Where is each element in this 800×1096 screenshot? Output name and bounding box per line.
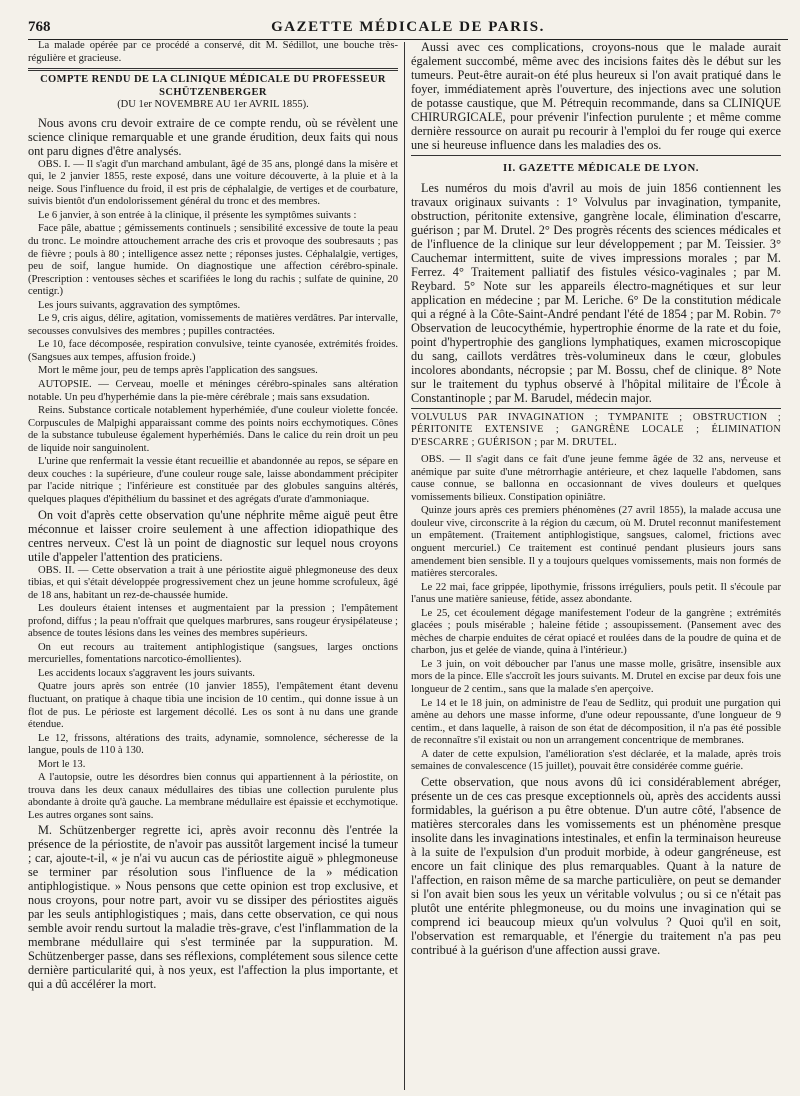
obs1-paragraph: Face pâle, abattue ; gémissements continuels ; sensibilité excessive de toute la peau du tronc. Le moindre attouchement arrache des cris et provoque des soubresauts ; pas de fièvre ; pouls à 80 ; intelligence assez nette ; réponses justes. Céphalalgie, vertiges, peu de soif, langue humide. On diagnostique une affection cérébro-spinale. (Prescription : ventouses sèches et scarifiées le long du rachis ; sulfate de quinine, 20 centigr.) bbox=[28, 223, 398, 298]
intro-paragraph: La malade opérée par ce procédé a conservé, dit M. Sédillot, une bouche très-régulière et gracieuse. bbox=[28, 40, 398, 64]
volvulus-obs-paragraph: Le 22 mai, face grippée, lipothymie, frissons irréguliers, pouls petit. Il s'écoule par l'anus une matière sanieuse, fétide, assez abondante. bbox=[411, 581, 781, 606]
volvulus-obs-paragraph: Le 14 et le 18 juin, on administre de l'eau de Sedlitz, qui produit une purgation qui amène au dehors une masse informe, d'une odeur repoussante, d'une longueur de 9 centim., et dans laquelle, à raison de son état de décomposition, il n'a pas été possible de reconnaître s'il existait ou non un arrangement concentrique de membranes. bbox=[411, 697, 781, 747]
obs2-paragraph: OBS. II. — Cette observation a trait à une périostite aiguë phlegmoneuse des deux tibias, et qui s'était développée progressivement chez un jeune homme scrofuleux, âgé de 18 ans, habitant un rez-de-chaussée humide. bbox=[28, 564, 398, 601]
volvulus-obs-paragraph: Le 3 juin, on voit déboucher par l'anus une masse molle, grisâtre, insensible aux mors de la pince. Elle s'accroît les jours suivants. M. Drutel en excise par deux fois une longueur de 2 centim., sans que la malade s'en aperçoive. bbox=[411, 658, 781, 696]
journal-title: GAZETTE MÉDICALE DE PARIS. bbox=[271, 19, 545, 35]
obs1-paragraph: Les jours suivants, aggravation des symptômes. bbox=[38, 299, 241, 311]
obs1-paragraph: Le 9, cris aigus, délire, agitation, vomissements de matières verdâtres. Par intervalle, secousses convulsives des membres ; pupilles contractées. bbox=[28, 313, 398, 337]
reins-paragraph: Reins. Substance corticale notablement hyperhémiée, d'une couleur violette foncée. Corpuscules de Malpighi apparaissant comme des points noirs ecchymotiques. Cônes de la substance tubuleuse également hyperhémiés. Dans le calice du rein droit un peu de liquide noir sanguinolent. bbox=[28, 405, 398, 454]
volvulus-obs-paragraph: A dater de cette expulsion, l'amélioration s'est déclarée, et la malade, après trois semaines de convalescence (15 juillet), pouvait être considérée comme guérie. bbox=[411, 748, 781, 773]
volvulus-title: VOLVULUS PAR INVAGINATION ; TYMPANITE ; OBSTRUCTION ; PÉRITONITE EXTENSIVE ; GANGRÈNE LOCALE ; ÉLIMINATION D'ESCARRE ; GUÉRISON ; par M. DRUTEL. bbox=[411, 411, 781, 448]
obs1-paragraph: OBS. I. — Il s'agit d'un marchand ambulant, âgé de 35 ans, plongé dans la misère et qui, le 2 janvier 1855, reste exposé, dans une voiture découverte, à la pluie et à la neige. Sous l'influence du froid, il est pris de céphalalgie, de vertiges et de courbature, suivis bientôt d'un endolorissement général du tronc et des membres. bbox=[28, 158, 398, 208]
commentary-paragraph: On voit d'après cette observation qu'une néphrite même aiguë peut être méconnue et laisser croire seulement à une affection idiopathique des centres nerveux. C'est là un point de diagnostic sur lequel nous croyons utile d'appeler l'attention des praticiens. bbox=[28, 507, 398, 564]
lyon-section-heading: II. GAZETTE MÉDICALE DE LYON. bbox=[503, 162, 699, 174]
two-column-body bbox=[28, 40, 788, 1090]
right-column bbox=[405, 40, 781, 1090]
urine-paragraph: L'urine que renfermait la vessie étant recueillie et abandonnée au repos, se sépare en deux couches : la supérieure, d'une couleur rouge sale, laisse abondamment précipiter par l'acide nitrique ; l'inférieure est constituée par des globules sanguins altérés, quelques plaques d'épithélium du bassinet et des agrégats d'urate d'ammoniaque. bbox=[28, 456, 398, 505]
volvulus-obs-paragraph: OBS. — Il s'agit dans ce fait d'une jeune femme âgée de 32 ans, nerveuse et anémique par suite d'une métrorrhagie antérieure, et chez laquelle l'abdomen, sans cause connue, se ballonna en occasionnant de vives douleurs et quelques vomissements bilieux. Constipation opiniâtre. bbox=[411, 454, 781, 503]
obs1-paragraph: Le 10, face décomposée, respiration convulsive, teinte cyanosée, extrémités froides. (Sangsues aux tempes, affusion froide.) bbox=[28, 339, 398, 363]
page-header bbox=[28, 14, 788, 40]
commentary-paragraph: Aussi avec ces complications, croyons-nous que le malade aurait également succombé, même avec des incisions faites dès le début sur les tumeurs. Peut-être aurait-on été plus heureux si l'on avait pratiqué dans le foyer, immédiatement après l'ouverture, des injections avec une solution de potasse caustique, que M. Pétrequin recommande, dans sa CLINIQUE CHIRURGICALE, pour prévenir l'infection purulente ; et même comme dernière ressource on aurait pu recourir à l'emploi du fer rouge qui exerce une si heureuse influence dans les maladies des os. bbox=[411, 40, 781, 152]
page-number: 768 bbox=[28, 19, 51, 35]
obs2-paragraph: A l'autopsie, outre les désordres bien connus qui appartiennent à la périostite, on trouva dans les deux canaux médullaires des tibias une collection purulente plus abondante à droite qu'à gauche. La membrane médullaire est épaissie et ecchymotique. Les autres organes sont sains. bbox=[28, 772, 398, 821]
obs2-paragraph: Le 12, frissons, altérations des traits, adynamie, somnolence, sécheresse de la langue, pouls de 110 à 130. bbox=[28, 732, 398, 757]
obs2-paragraph: Quatre jours après son entrée (10 janvier 1855), l'empâtement étant devenu fluctuant, on pratique à chaque tibia une incision de 10 centim., qui donne issue à un flot de pus. Le périoste est largement décollé. Les os sont à nu dans une grande étendue. bbox=[28, 681, 398, 731]
section-divider bbox=[28, 68, 398, 71]
lyon-contents-paragraph: Les numéros du mois d'avril au mois de juin 1856 contiennent les travaux originaux suivants : 1° Volvulus par invagination, tympanite, obstruction, péritonite extensive, gangrène locale, élimination d'escarre, guérison ; par M. Drutel. 2° Des progrès récents des sciences médicales et de l'influence de la clinique sur leur développement ; par M. Teissier. 3° Cauchemar intermittent, suite de vives impressions morales ; par M. Ferrez. 4° Traitement palliatif des fistules vésico-vaginales ; par M. Reybard. 5° Note sur les appareils électro-magnétiques et sur leur application en médecine ; par M. Leriche. 6° De la constitution médicale qui a régné à la Côte-Saint-André pendant l'été de 1854 ; par M. Robin. 7° Observation de leucocythémie, hypertrophie énorme de la rate et du foie, point d'hypertrophie des ganglions lymphatiques, examen microscopique du sang, caillots verdâtres très-volumineux dans le cœur, globules incolores abondants, nécropsie ; par M. Bossu, chef de clinique. 8° Note sur le traitement du typhus observé à l'hôpital militaire de l'École à Constantinople ; par M. Barudel, médecin major. bbox=[411, 180, 781, 405]
commentary-paragraph: Cette observation, que nous avons dû ici considérablement abréger, présente un de ces cas presque exceptionnels où, après des accidents aussi formidables, la guérison a pu être obtenue. D'un autre côté, l'absence de matières stercorales dans les vomissements est un phénomène presque insolite dans les invaginations intestinales, et enfin la terminaison heureuse à la suite de l'expulsion d'un produit morbide, à odeur gangréneuse, est encore un fait clinique des plus remarquables. Quant à la nature de l'affection, en raison même de sa marche particulière, on peut se demander si l'on avait bien sous les yeux un véritable volvulus ; ou si ce n'était pas plutôt une entérite phlegmoneuse, ou du moins une invagination qui se comprend ici beaucoup mieux qu'un volvulus ? Quoi qu'il en soit, l'observation est remarquable, et l'énergie du traitement n'a pas peu contribué à la guérison d'une affection aussi grave. bbox=[411, 774, 781, 957]
section-divider bbox=[411, 408, 781, 409]
volvulus-obs-paragraph: Quinze jours après ces premiers phénomènes (27 avril 1855), la malade accusa une douleur vive, circonscrite à la région du cæcum, où M. Drutel reconnut manifestement un empâtement. (Traitement antiphlogistique, sangsues, calomel, frictions avec onguent mercuriel.) Ce traitement est continué pendant plusieurs jours sans amendement bien sensible. Il y a toujours quelques vomissements, mais non formés de matières stercorales. bbox=[411, 505, 781, 580]
autopsie-paragraph: AUTOPSIE. — Cerveau, moelle et méninges cérébro-spinales sans altération notable. Un peu d'hyperhémie dans la pie-mère cérébrale ; mais sans exsudation. bbox=[28, 379, 398, 403]
obs2-paragraph: Les accidents locaux s'aggravent les jours suivants. bbox=[38, 667, 255, 679]
volvulus-obs-paragraph: Le 25, cet écoulement dégage manifestement l'odeur de la gangrène ; extrémités glacées ; pouls misérable ; haleine fétide ; assoupissement. (Pansement avec des mèches de charpie enduites de cérat opiacé et roulées dans de la poudre de quina et de charbon, jus et gelée de viande, quina à l'intérieur.) bbox=[411, 607, 781, 657]
obs2-paragraph: On eut recours au traitement antiphlogistique (sangsues, larges onctions mercurielles, fomentations narcotico-émollientes). bbox=[28, 641, 398, 666]
obs2-paragraph: Mort le 13. bbox=[38, 758, 86, 770]
compte-rendu-title: COMPTE RENDU DE LA CLINIQUE MÉDICALE DU PROFESSEUR SCHÜTZENBERGER bbox=[40, 74, 386, 98]
obs1-paragraph: Mort le même jour, peu de temps après l'application des sangsues. bbox=[38, 365, 318, 377]
section-divider bbox=[411, 155, 781, 156]
left-column bbox=[28, 40, 404, 1090]
compte-rendu-intro: Nous avons cru devoir extraire de ce compte rendu, où se révèlent une science clinique remarquable et une grande érudition, deux faits qui nous ont paru dignes d'être analysés. bbox=[28, 115, 398, 158]
obs2-paragraph: Les douleurs étaient intenses et augmentaient par la pression ; l'empâtement profond, diffus ; la peau n'offrait que quelques marbrures, sans rougeur érysipélateuse ; absence de toutes lésions dans les veines des membres supérieurs. bbox=[28, 603, 398, 640]
compte-rendu-dates: (DU 1er NOVEMBRE AU 1er AVRIL 1855). bbox=[117, 99, 309, 111]
obs1-paragraph: Le 6 janvier, à son entrée à la clinique, il présente les symptômes suivants : bbox=[38, 209, 357, 221]
commentary-paragraph: M. Schützenberger regrette ici, après avoir reconnu dès l'entrée la présence de la périostite, de n'avoir pas aussitôt largement incisé la tumeur ; car, ajoute-t-il, « je n'ai vu aucun cas de périostite aiguë » phlegmoneuse se terminer par résolution sous l'influence de la » médication antiphlogistique. » Nous pensons que cette opinion est trop exclusive, et nous croyons, pour notre part, avoir vu se dissiper des périostites aiguës par les seuls antiphlogistiques ; mais, dans cette observation, ce qui nous semble avoir rendu surtout la maladie très-grave, c'est l'inflammation de la membrane médullaire qui s'est terminée par la suppuration. M. Schützenberger passe, dans ses réflexions, complétement sous silence cette dernière particularité qui, à nos yeux, est l'affection la plus importante, et qui a dû accélérer la mort. bbox=[28, 823, 398, 992]
